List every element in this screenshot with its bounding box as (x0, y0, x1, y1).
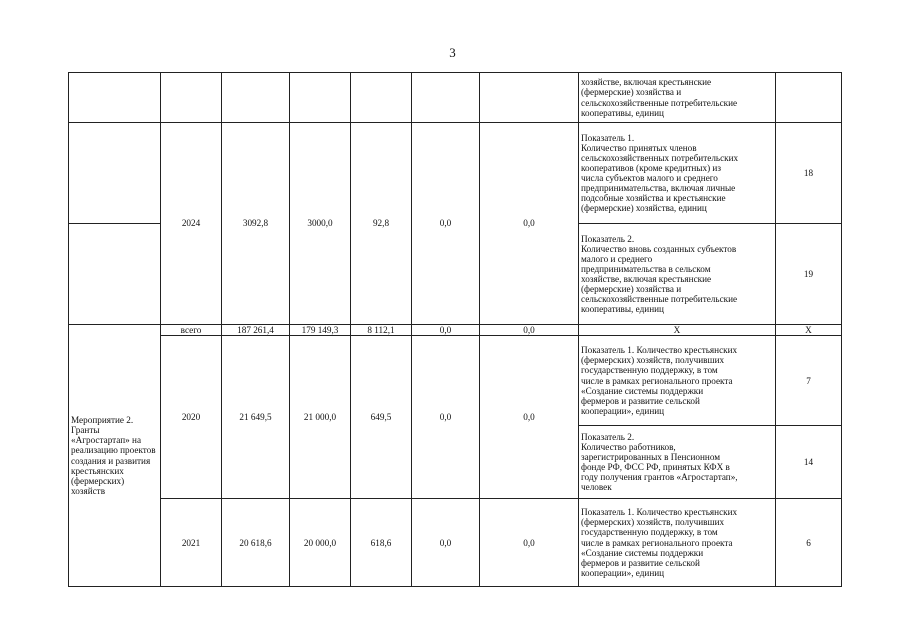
total-cell: 187 261,4 (222, 325, 290, 336)
regional-cell: 618,6 (351, 499, 412, 587)
indicator-value: 6 (776, 499, 842, 587)
municipal-cell: 0,0 (412, 336, 480, 499)
regional-cell: 8 112,1 (351, 325, 412, 336)
year-cell: всего (161, 325, 222, 336)
other-cell: 0,0 (480, 123, 579, 325)
other-cell: 0,0 (480, 499, 579, 587)
regional-cell: 649,5 (351, 336, 412, 499)
indicator-value: Х (776, 325, 842, 336)
federal-cell: 20 000,0 (290, 499, 351, 587)
indicator-text: Показатель 1. Количество крестьянских (фермерских) хозяйств, получивших государственную поддержку, в том числе в рамках регионального проекта «Создание системы поддержки фермеров и развитие сельской кооперации», единиц (581, 345, 738, 416)
indicator-text: Показатель 2. Количество работников, зарегистрированных в Пенсионном фонде РФ, ФСС РФ, принятых КФХ в году получения грантов «Агростартап», человек (581, 431, 738, 493)
year-cell: 2024 (161, 123, 222, 325)
page-number: 3 (449, 45, 456, 60)
other-cell: 0,0 (480, 325, 579, 336)
activity-label: Мероприятие 2. Гранты «Агростартап» на реализацию проектов создания и развития крестьянских (фермерских) хозяйств (69, 325, 161, 587)
federal-cell: 21 000,0 (290, 336, 351, 499)
indicator-value: 14 (776, 426, 842, 499)
indicator-value (776, 73, 842, 123)
activity-cell (69, 73, 161, 123)
indicator-text: хозяйстве, включая крестьянские (фермерские) хозяйства и сельскохозяйственные потребительские кооперативы, единиц (581, 77, 738, 118)
indicator-cell (579, 224, 776, 325)
regional-cell: 92,8 (351, 123, 412, 325)
table-row (69, 336, 842, 426)
indicator-cell (579, 499, 776, 587)
indicator-value: 18 (776, 123, 842, 224)
total-cell: 20 618,6 (222, 499, 290, 587)
municipal-cell: 0,0 (412, 499, 480, 587)
total-cell: 3092,8 (222, 123, 290, 325)
indicator-text: Показатель 2. Количество вновь созданных субъектов малого и среднего предпринимательства в сельском хозяйстве, включая крестьянские (фермерские) хозяйства и сельскохозяйственные потребительские кооперативы, единиц (581, 233, 738, 315)
municipal-cell: 0,0 (412, 123, 480, 325)
year-cell: 2020 (161, 336, 222, 499)
indicator-cell (579, 73, 776, 123)
indicator-cell (579, 336, 776, 426)
indicator-value: 7 (776, 336, 842, 426)
other-cell: 0,0 (480, 336, 579, 499)
activity-cell (69, 224, 161, 325)
federal-cell: 3000,0 (290, 123, 351, 325)
table-row (69, 325, 842, 336)
indicator-cell (579, 123, 776, 224)
indicator-cell: Х (579, 325, 776, 336)
indicator-text: Показатель 1. Количество принятых членов сельскохозяйственных потребительских кооперативов (кроме кредитных) из числа субъектов малого и среднего предпринимательства, включая личные подсобные хозяйства и крестьянские (фермерские) хозяйства, единиц (581, 132, 739, 214)
year-cell: 2021 (161, 499, 222, 587)
indicator-text: Показатель 1. Количество крестьянских (фермерских) хозяйств, получивших государственную поддержку, в том числе в рамках регионального проекта «Создание системы поддержки фермеров и развитие сельской кооперации», единиц (581, 507, 738, 578)
municipal-cell: 0,0 (412, 325, 480, 336)
table-row (69, 123, 842, 224)
indicator-cell (579, 426, 776, 499)
table-row (69, 73, 842, 123)
activity-cell (69, 123, 161, 224)
federal-cell: 179 149,3 (290, 325, 351, 336)
indicator-value: 19 (776, 224, 842, 325)
table-row (69, 499, 842, 587)
total-cell: 21 649,5 (222, 336, 290, 499)
program-table (68, 72, 842, 587)
